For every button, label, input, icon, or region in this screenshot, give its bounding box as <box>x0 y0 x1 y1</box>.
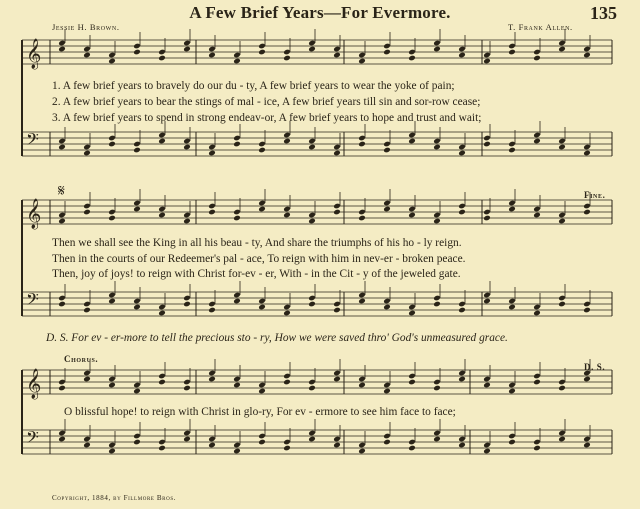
verse-2-lyrics: 2. A few brief years to bear the stings of mal - ice, A few brief years till sin and sor-row cease; <box>52 96 481 108</box>
system-3-treble-note <box>383 388 391 395</box>
system-1-bass-note <box>508 147 516 154</box>
system-3-treble-note <box>158 379 166 386</box>
system-3-treble-note <box>83 376 91 383</box>
system-1-bass-note <box>583 150 591 157</box>
system-2-treble-note <box>583 209 591 216</box>
system-3-bass-note <box>83 442 91 449</box>
system-2-bass-note <box>158 310 166 317</box>
system-1-bass-note <box>558 144 566 151</box>
system-2-bass-note <box>508 304 516 311</box>
system-2-bass-note <box>133 304 141 311</box>
system-1-bass-note <box>108 141 116 148</box>
system-3-bass-note <box>433 436 441 443</box>
system-2-bass-note <box>558 301 566 308</box>
chorus-lyrics: O blissful hope! to reign with Christ in glo-ry, For ev - ermore to see him face to face; <box>64 406 456 418</box>
system-3-bass-note <box>533 445 541 452</box>
segno-icon: 𝄋 <box>58 181 65 200</box>
system-3-bass-note <box>483 448 491 455</box>
system-3-bass-note <box>233 448 241 455</box>
system-1-bass-note <box>308 144 316 151</box>
system-1-treble-note <box>508 49 516 56</box>
system-2-bass-note <box>258 304 266 311</box>
system-2-bass-note <box>58 301 66 308</box>
system-3-bass-clef-icon: 𝄢 <box>26 427 39 451</box>
system-2-bass-note <box>308 301 316 308</box>
system-2-bass-note <box>358 298 366 305</box>
system-2-treble-note <box>208 209 216 216</box>
system-3-treble-note <box>408 379 416 386</box>
system-3-bass-note <box>158 445 166 452</box>
system-2-treble-note <box>233 215 241 222</box>
system-2-bass-note <box>458 307 466 314</box>
system-1-treble-note <box>83 52 91 59</box>
system-3-treble-note <box>283 379 291 386</box>
system-3-treble-note <box>258 388 266 395</box>
page-number: 135 <box>590 3 617 23</box>
system-1-treble-note <box>533 55 541 62</box>
system-3-treble-clef-icon: 𝄞 <box>26 369 42 399</box>
system-2-treble-note <box>58 218 66 225</box>
system-2-bass-note <box>533 310 541 317</box>
system-1-treble-note <box>433 46 441 53</box>
system-2-bass-note <box>83 307 91 314</box>
system-3-treble-note <box>108 382 116 389</box>
system-2-bass-note <box>433 301 441 308</box>
system-3-bass-note <box>208 442 216 449</box>
copyright-notice: Copyright, 1884, by Fillmore Bros. <box>52 494 177 502</box>
system-1-treble-note <box>383 49 391 56</box>
system-1-bass-note <box>408 138 416 145</box>
system-1-treble-note <box>133 49 141 56</box>
system-1-treble-note <box>408 55 416 62</box>
system-3-treble-note <box>233 382 241 389</box>
system-1-bass-note <box>183 144 191 151</box>
system-3-treble-note <box>533 379 541 386</box>
system-2-bass-note <box>283 310 291 317</box>
system-1-bass-note <box>383 147 391 154</box>
system-3-bass-note <box>383 439 391 446</box>
system-1-bass-note <box>133 147 141 154</box>
system-1-bass-note <box>158 138 166 145</box>
system-1-bass-note <box>533 138 541 145</box>
system-1-treble-note <box>358 58 366 65</box>
system-1-bass-note <box>283 138 291 145</box>
system-1-bass-note <box>433 144 441 151</box>
system-1-bass-note <box>83 150 91 157</box>
system-1-treble-note <box>158 55 166 62</box>
system-1-bass-note <box>333 150 341 157</box>
system-1-treble-note <box>458 52 466 59</box>
system-2-treble-note <box>533 212 541 219</box>
system-3-bass-note <box>558 436 566 443</box>
system-1-bass-note <box>258 147 266 154</box>
system-2-bass-note <box>408 310 416 317</box>
system-2-treble-note <box>458 209 466 216</box>
system-3-bass-note <box>308 436 316 443</box>
system-1-bass-note <box>233 141 241 148</box>
system-1-treble-note <box>58 46 66 53</box>
system-1-bass-note <box>58 144 66 151</box>
system-3-treble-note <box>183 385 191 392</box>
system-1-treble-note <box>208 52 216 59</box>
system-3-treble-note <box>458 376 466 383</box>
system-3-treble-note <box>208 376 216 383</box>
system-3-bass-note <box>358 448 366 455</box>
system-2-bass-note <box>108 298 116 305</box>
system-2-bass-note <box>483 298 491 305</box>
system-2-treble-note <box>383 206 391 213</box>
system-1-treble-note <box>108 58 116 65</box>
system-3-treble-note <box>508 388 516 395</box>
system-2-treble-note <box>258 206 266 213</box>
system-2-treble-note <box>158 212 166 219</box>
ds-marking: D. S. <box>584 362 606 372</box>
system-3-bass-note <box>108 448 116 455</box>
system-1-bass-note <box>458 150 466 157</box>
system-3-treble-note <box>583 376 591 383</box>
system-1-bass-clef-icon: 𝄢 <box>26 129 39 153</box>
refrain-line-2: Then in the courts of our Redeemer's pal - ace, To reign with him in nev-er - broken peace. <box>52 253 466 265</box>
system-3-bass-note <box>133 439 141 446</box>
system-2-treble-clef-icon: 𝄞 <box>26 199 42 229</box>
system-3-treble-note <box>133 388 141 395</box>
system-3-bass-note <box>283 445 291 452</box>
system-2-treble-note <box>83 209 91 216</box>
system-1-treble-note <box>333 52 341 59</box>
system-3-treble-note <box>333 376 341 383</box>
system-1-treble-note <box>183 46 191 53</box>
system-1-bass-note <box>208 150 216 157</box>
system-3-treble-note <box>308 385 316 392</box>
system-2-bass-note <box>208 307 216 314</box>
system-1-treble-note <box>258 49 266 56</box>
system-2-treble-note <box>283 212 291 219</box>
system-3-treble-note <box>58 385 66 392</box>
fine-marking: Fine. <box>584 190 606 200</box>
system-2-treble-note <box>333 209 341 216</box>
system-1-treble-note <box>583 52 591 59</box>
verse-1-lyrics: 1. A few brief years to bravely do our du - ty, A few brief years to wear the yoke of pain; <box>52 80 455 92</box>
system-3-treble-note <box>558 385 566 392</box>
system-1-treble-clef-icon: 𝄞 <box>26 39 42 69</box>
system-2-treble-note <box>483 215 491 222</box>
system-2-treble-note <box>133 206 141 213</box>
system-2-treble-note <box>433 218 441 225</box>
system-2-treble-note <box>308 218 316 225</box>
system-3-bass-note <box>508 439 516 446</box>
system-1-treble-note <box>483 58 491 65</box>
system-3-bass-note <box>458 442 466 449</box>
system-2-treble-note <box>508 206 516 213</box>
system-2-bass-note <box>333 307 341 314</box>
composer-credit: T. Frank Allen. <box>508 22 573 32</box>
chorus-label: Chorus. <box>64 354 99 364</box>
system-3-bass-note <box>258 439 266 446</box>
system-1-bass-note <box>358 141 366 148</box>
lyricist-credit: Jessie H. Brown. <box>52 22 120 32</box>
system-1-treble-note <box>308 46 316 53</box>
system-2-treble-note <box>408 212 416 219</box>
system-3-bass-note <box>183 436 191 443</box>
system-3-treble-note <box>483 382 491 389</box>
system-3-treble-note <box>358 382 366 389</box>
system-2-treble-note <box>183 218 191 225</box>
system-2-bass-note <box>233 298 241 305</box>
ds-lyric-line: D. S. For ev - er-more to tell the precious sto - ry, How we were saved thro' God's unmeasured grace. <box>46 332 508 344</box>
system-2-treble-note <box>108 215 116 222</box>
hymn-title: A Few Brief Years—For Evermore. <box>189 3 451 22</box>
system-2-bass-note <box>583 307 591 314</box>
system-1-treble-note <box>233 58 241 65</box>
system-2-bass-note <box>183 301 191 308</box>
system-2-bass-clef-icon: 𝄢 <box>26 289 39 313</box>
system-3-bass-note <box>333 442 341 449</box>
system-1-treble-note <box>558 46 566 53</box>
system-3-bass-note <box>583 442 591 449</box>
system-1-treble-note <box>283 55 291 62</box>
refrain-line-3: Then, joy of joys! to reign with Christ for-ev - er, With - in the Cit - y of the jeweled gate. <box>52 268 461 280</box>
system-2-treble-note <box>358 215 366 222</box>
verse-3-lyrics: 3. A few brief years to spend in strong endeav-or, A few brief years to hope and trust and wait; <box>52 112 482 124</box>
system-3-bass-note <box>58 436 66 443</box>
system-2-treble-note <box>558 218 566 225</box>
system-3-treble-note <box>433 385 441 392</box>
system-3-bass-note <box>408 445 416 452</box>
system-2-bass-note <box>383 304 391 311</box>
refrain-line-1: Then we shall see the King in all his beau - ty, And share the triumphs of his ho - ly reign. <box>52 237 462 249</box>
system-1-bass-note <box>483 141 491 148</box>
